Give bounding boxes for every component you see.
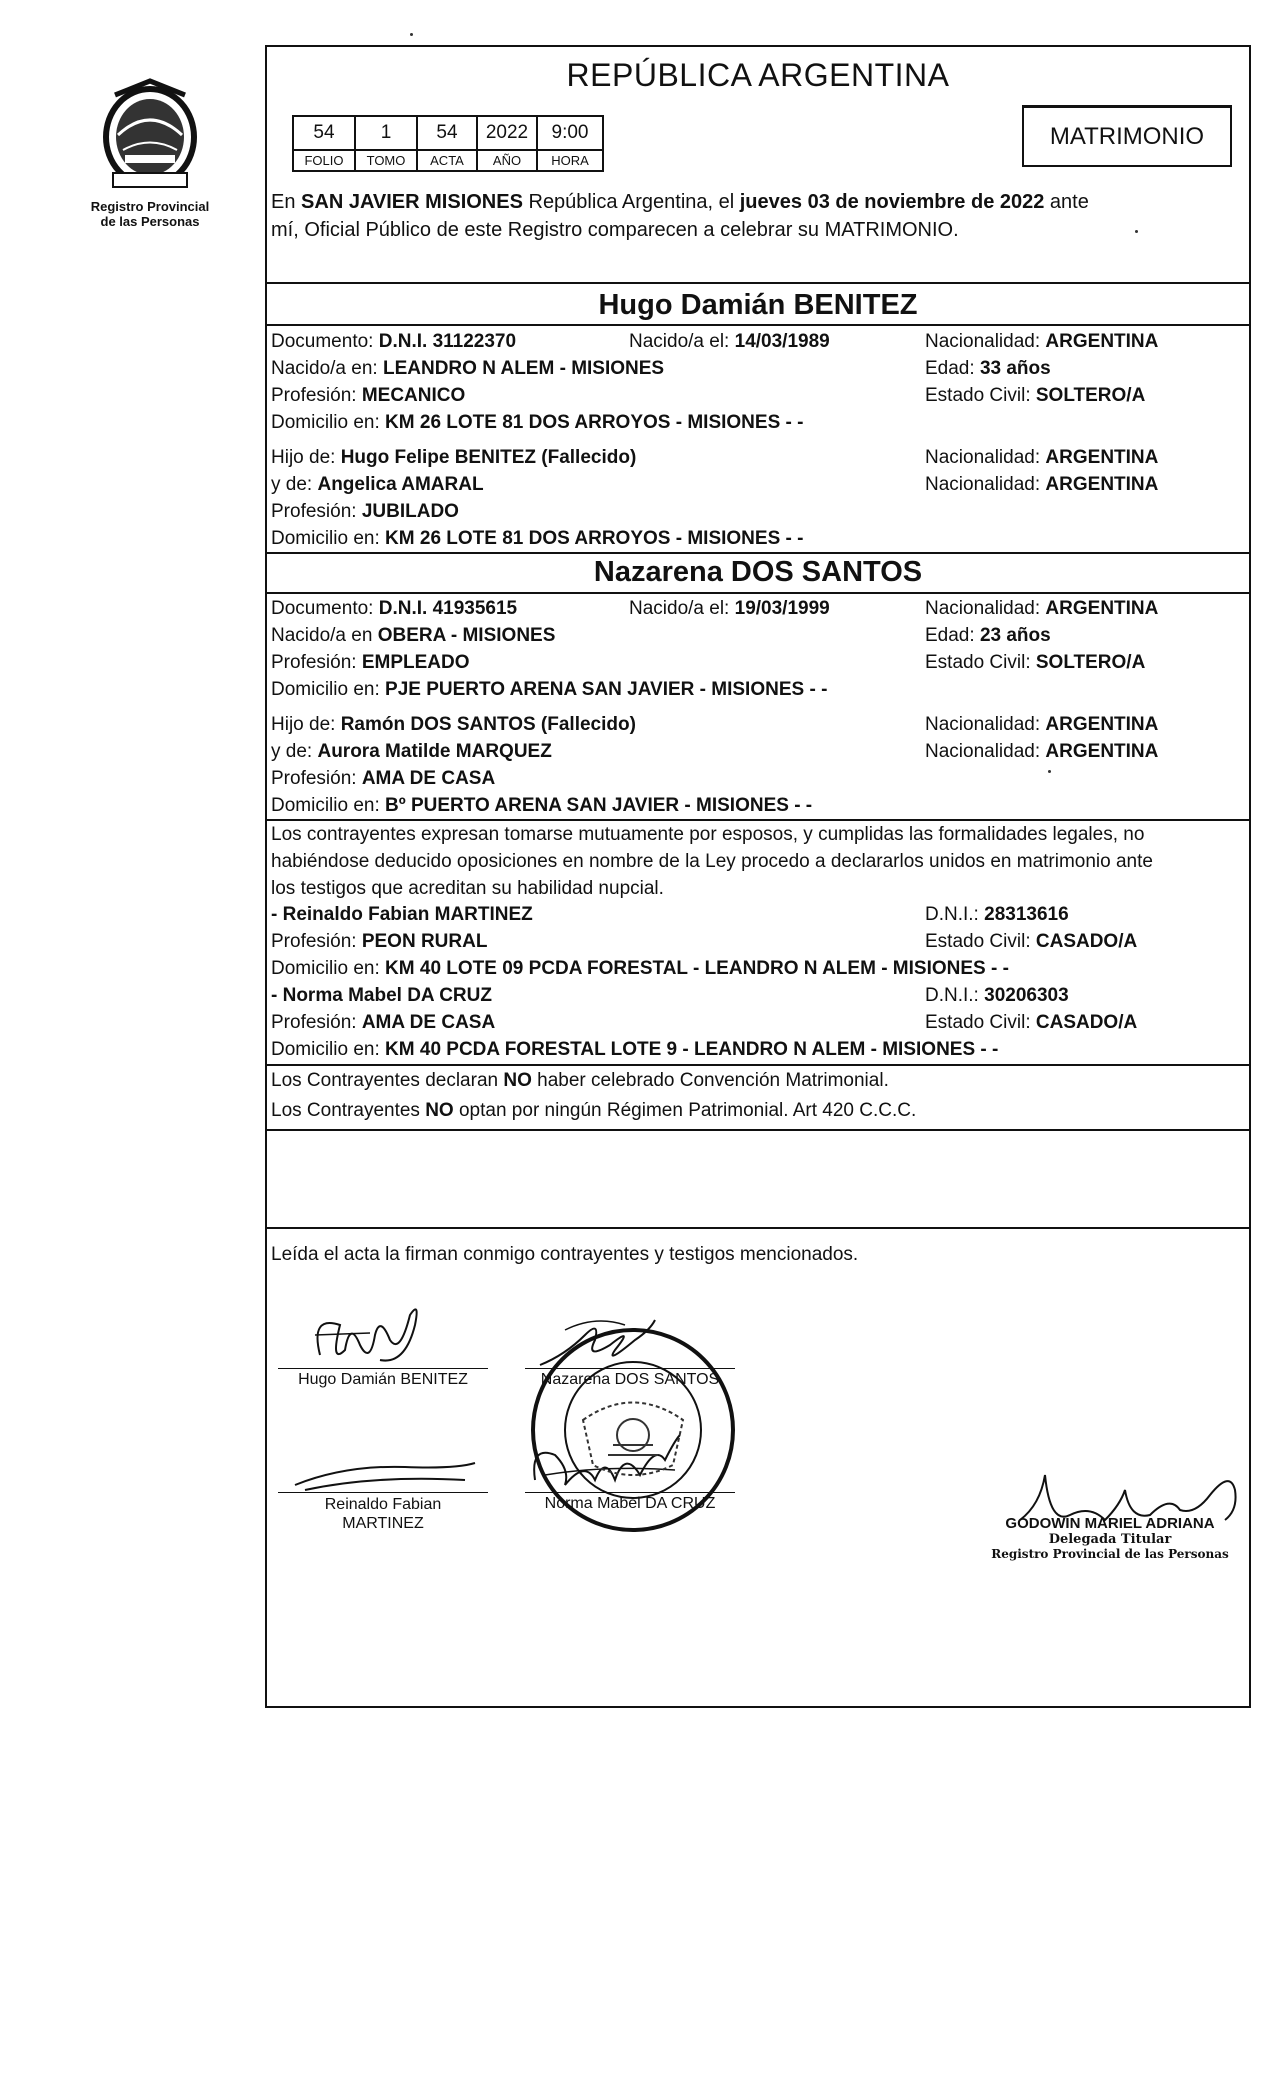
witness2-dni: 30206303	[984, 985, 1069, 1006]
spouse2-nationality: ARGENTINA	[1045, 598, 1159, 619]
witness2-row2	[271, 1010, 1245, 1036]
label: Edad:	[925, 625, 980, 646]
spouse2-name: Nazarena DOS SANTOS	[593, 556, 923, 588]
label: Domicilio en:	[271, 528, 386, 549]
spouse2-mother-nationality: ARGENTINA	[1045, 741, 1159, 762]
spouse2-row8	[271, 793, 1245, 819]
divider	[267, 1064, 1249, 1066]
signature-line	[278, 1492, 488, 1493]
label: Domicilio en:	[271, 958, 386, 979]
hora-value: 9:00	[537, 116, 603, 150]
intro-en: En	[271, 191, 302, 213]
spouse2-address: PJE PUERTO ARENA SAN JAVIER - MISIONES - -	[385, 679, 828, 700]
registry-table	[292, 115, 604, 172]
label: Nacido/a el:	[629, 598, 735, 619]
intro-country: República Argentina, el	[522, 191, 740, 213]
closing-line	[271, 1242, 1245, 1268]
label: Documento:	[271, 598, 379, 619]
logo-caption-line2: de las Personas	[100, 214, 200, 229]
witness1-row3	[271, 956, 1245, 982]
signature-nazarena-name: Nazarena DOS SANTOS	[540, 1371, 720, 1388]
spouse1-row8	[271, 526, 1245, 552]
declaration-line2: habiéndose deducido oposiciones en nombre de la Ley procedo a declararlos unidos en matrimonio ante	[271, 851, 1153, 872]
spouse1-row1	[271, 329, 1245, 355]
convention-text: Los Contrayentes	[271, 1100, 426, 1121]
spouse1-birthdate: 14/03/1989	[734, 331, 830, 352]
spouse2-row4	[271, 677, 1245, 703]
hora-label: HORA	[537, 150, 603, 171]
label: Nacionalidad:	[925, 714, 1046, 735]
spouse1-age: 33 años	[979, 358, 1051, 379]
witness2-address: KM 40 PCDA FORESTAL LOTE 9 - LEANDRO N ALEM - MISIONES - -	[385, 1039, 999, 1060]
signature-reinaldo-line1: Reinaldo Fabian	[324, 1496, 442, 1513]
label: D.N.I.:	[925, 904, 985, 925]
spouse2-mother: Aurora Matilde MARQUEZ	[317, 741, 552, 762]
witness1-row2	[271, 929, 1245, 955]
label: Domicilio en:	[271, 795, 386, 816]
witness2-name: - Norma Mabel DA CRUZ	[271, 985, 492, 1006]
declaration-text	[271, 821, 1243, 902]
intro-line1	[271, 189, 1245, 215]
signature-reinaldo-name	[278, 1495, 488, 1533]
signature-hugo-name: Hugo Damián BENITEZ	[298, 1371, 468, 1388]
label: Profesión:	[271, 652, 362, 673]
label: Domicilio en:	[271, 679, 386, 700]
convention-line1	[271, 1068, 1245, 1094]
folio-label: FOLIO	[293, 150, 355, 171]
convention-no: NO	[503, 1070, 532, 1091]
witness1-dni: 28313616	[984, 904, 1069, 925]
acta-label: ACTA	[417, 150, 477, 171]
witness2-civil-status: CASADO/A	[1035, 1012, 1138, 1033]
tomo-value: 1	[355, 116, 417, 150]
province-coat-of-arms-icon	[95, 75, 205, 195]
label: Estado Civil:	[925, 652, 1036, 673]
intro-line2: mí, Oficial Público de este Registro comparecen a celebrar su MATRIMONIO.	[271, 219, 959, 241]
intro-date: jueves 03 de noviembre de 2022	[739, 191, 1045, 213]
officer-role: Delegada Titular	[1048, 1532, 1172, 1547]
stray-mark	[1048, 770, 1051, 773]
stray-mark	[1135, 230, 1138, 233]
label: Nacionalidad:	[925, 598, 1046, 619]
label: Nacido/a el:	[629, 331, 735, 352]
convention-line2	[271, 1098, 1245, 1124]
logo-caption-line1: Registro Provincial	[90, 199, 210, 214]
label: Domicilio en:	[271, 1039, 386, 1060]
spouse2-age: 23 años	[979, 625, 1051, 646]
spouse1-row7	[271, 499, 1245, 525]
spouse1-row6	[271, 472, 1245, 498]
registry-logo	[70, 75, 230, 229]
tomo-label: TOMO	[355, 150, 417, 171]
stray-mark	[410, 33, 413, 36]
label: Profesión:	[271, 931, 362, 952]
officer-office: Registro Provincial de las Personas	[991, 1547, 1229, 1561]
witness1-profession: PEON RURAL	[361, 931, 488, 952]
label: y de:	[271, 474, 318, 495]
divider	[267, 1129, 1249, 1131]
divider	[267, 282, 1249, 284]
spouse2-row7	[271, 766, 1245, 792]
label: Estado Civil:	[925, 1012, 1036, 1033]
intro-ante: ante	[1044, 191, 1089, 213]
witness2-row3	[271, 1037, 1245, 1063]
label: Hijo de:	[271, 447, 341, 468]
label: Edad:	[925, 358, 980, 379]
divider	[267, 1227, 1249, 1229]
label: Nacionalidad:	[925, 474, 1046, 495]
spouse1-row5	[271, 445, 1245, 471]
spouse1-father-nationality: ARGENTINA	[1045, 447, 1159, 468]
convention-text: Los Contrayentes declaran	[271, 1070, 504, 1091]
spouse2-civil-status: SOLTERO/A	[1035, 652, 1146, 673]
label: Hijo de:	[271, 714, 341, 735]
acta-value: 54	[417, 116, 477, 150]
divider	[267, 324, 1249, 326]
label: Domicilio en:	[271, 412, 386, 433]
spouse1-address: KM 26 LOTE 81 DOS ARROYOS - MISIONES - -	[385, 412, 804, 433]
intro-place: SAN JAVIER MISIONES	[301, 191, 523, 213]
spouse1-name: Hugo Damián BENITEZ	[598, 289, 918, 321]
spouse1-civil-status: SOLTERO/A	[1035, 385, 1146, 406]
label: Nacido/a en	[271, 625, 378, 646]
spouse2-row6	[271, 739, 1245, 765]
divider	[267, 592, 1249, 594]
label: Profesión:	[271, 385, 362, 406]
declaration-line1: Los contrayentes expresan tomarse mutuamente por esposos, y cumplidas las formalidades legales, no	[271, 824, 1145, 845]
spouse2-profession: EMPLEADO	[361, 652, 470, 673]
spouse2-row2	[271, 623, 1245, 649]
witness2-profession: AMA DE CASA	[361, 1012, 496, 1033]
spouse1-profession: MECANICO	[361, 385, 466, 406]
label: D.N.I.:	[925, 985, 985, 1006]
spouse1-row3	[271, 383, 1245, 409]
officer-name: GODOWIN MARIEL ADRIANA	[1005, 1515, 1215, 1532]
ano-value: 2022	[477, 116, 537, 150]
act-kind-box: MATRIMONIO	[1022, 105, 1232, 167]
witness1-name: - Reinaldo Fabian MARTINEZ	[271, 904, 533, 925]
spouse2-birthplace: OBERA - MISIONES	[377, 625, 556, 646]
spouse2-documento: D.N.I. 41935615	[378, 598, 518, 619]
divider	[267, 552, 1249, 554]
spouse1-father: Hugo Felipe BENITEZ (Fallecido)	[340, 447, 637, 468]
label: Profesión:	[271, 768, 362, 789]
signature-reinaldo-line2: MARTINEZ	[342, 1515, 424, 1532]
convention-no: NO	[425, 1100, 454, 1121]
official-seal-icon	[528, 1325, 738, 1535]
folio-value: 54	[293, 116, 355, 150]
label: Nacionalidad:	[925, 331, 1046, 352]
witness1-row1	[271, 902, 1245, 928]
spouse2-row3	[271, 650, 1245, 676]
spouse2-father: Ramón DOS SANTOS (Fallecido)	[340, 714, 636, 735]
spouse2-row5	[271, 712, 1245, 738]
spouse1-birthplace: LEANDRO N ALEM - MISIONES	[382, 358, 665, 379]
label: Nacido/a en:	[271, 358, 383, 379]
spouse2-parents-address: Bº PUERTO ARENA SAN JAVIER - MISIONES - -	[385, 795, 813, 816]
signature-norma-name: Norma Mabel DA CRUZ	[544, 1495, 716, 1512]
officer-block	[990, 1515, 1230, 1561]
label: Profesión:	[271, 1012, 362, 1033]
label: Estado Civil:	[925, 931, 1036, 952]
ano-label: AÑO	[477, 150, 537, 171]
label: Nacionalidad:	[925, 741, 1046, 762]
label: Documento:	[271, 331, 379, 352]
spouse1-documento: D.N.I. 31122370	[378, 331, 517, 352]
document-title: REPÚBLICA ARGENTINA	[566, 57, 950, 93]
witness1-civil-status: CASADO/A	[1035, 931, 1138, 952]
spouse1-parents-profession: JUBILADO	[361, 501, 459, 522]
declaration-line3: los testigos que acreditan su habilidad nupcial.	[271, 878, 664, 899]
signature-reinaldo-icon	[285, 1455, 485, 1495]
label: y de:	[271, 741, 318, 762]
witness2-row1	[271, 983, 1245, 1009]
spouse1-parents-address: KM 26 LOTE 81 DOS ARROYOS - MISIONES - -	[385, 528, 804, 549]
convention-text: optan por ningún Régimen Patrimonial. Art 420 C.C.C.	[453, 1100, 917, 1121]
spouse1-mother-nationality: ARGENTINA	[1045, 474, 1159, 495]
label: Nacionalidad:	[925, 447, 1046, 468]
spouse2-row1	[271, 596, 1245, 622]
label: Estado Civil:	[925, 385, 1036, 406]
convention-text: haber celebrado Convención Matrimonial.	[531, 1070, 889, 1091]
spouse2-birthdate: 19/03/1999	[734, 598, 830, 619]
spouse2-father-nationality: ARGENTINA	[1045, 714, 1159, 735]
witness1-address: KM 40 LOTE 09 PCDA FORESTAL - LEANDRO N ALEM - MISIONES - -	[385, 958, 1009, 979]
spouse1-row4	[271, 410, 1245, 436]
signature-line	[278, 1368, 488, 1369]
closing-text: Leída el acta la firman conmigo contrayentes y testigos mencionados.	[271, 1244, 859, 1265]
signature-hugo-icon	[300, 1295, 440, 1375]
spouse1-row2	[271, 356, 1245, 382]
spouse2-parents-profession: AMA DE CASA	[361, 768, 496, 789]
spouse1-nationality: ARGENTINA	[1045, 331, 1159, 352]
label: Profesión:	[271, 501, 362, 522]
spouse1-mother: Angelica AMARAL	[317, 474, 484, 495]
